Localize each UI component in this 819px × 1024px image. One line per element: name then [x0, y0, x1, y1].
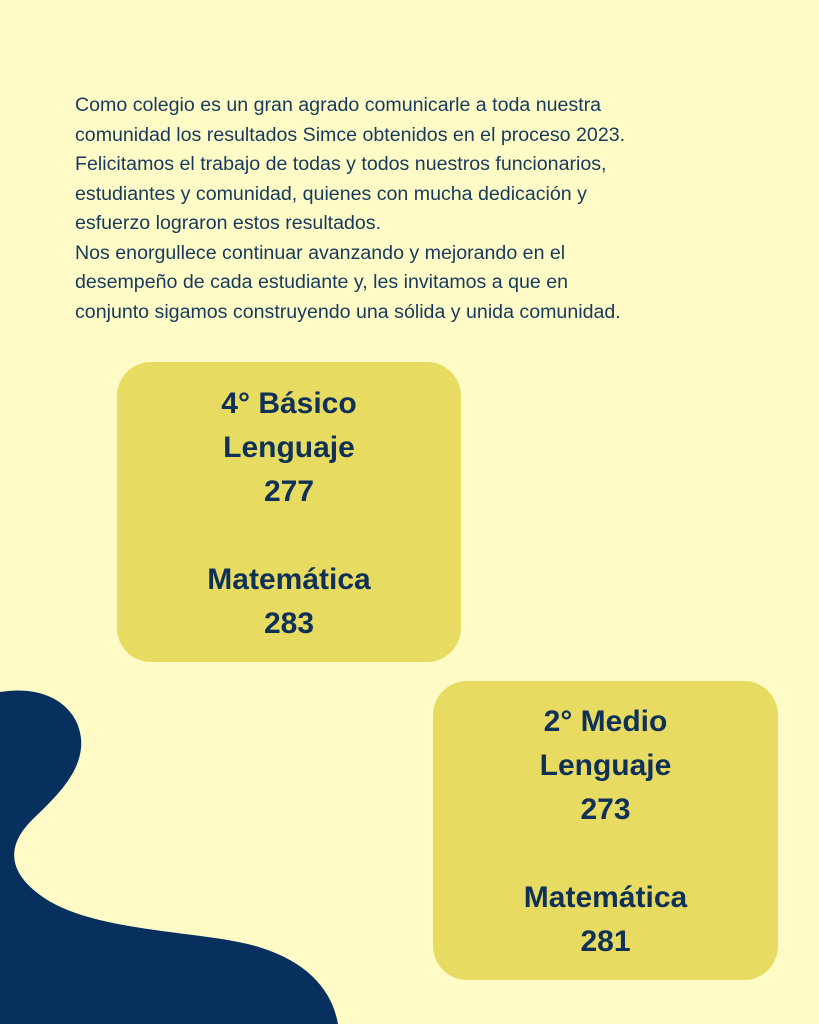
card-subject-label: Lenguaje	[223, 431, 355, 464]
card-spacer	[117, 514, 461, 558]
intro-line: esfuerzo lograron estos resultados.	[75, 212, 382, 234]
card-spacer	[433, 832, 778, 876]
results-card-4-basico	[117, 362, 461, 662]
card-score: 281	[580, 925, 631, 958]
card-score: 273	[580, 793, 631, 826]
card-subject-label: Matemática	[207, 563, 371, 596]
card-level-title: 4° Básico	[221, 387, 357, 420]
intro-line: comunidad los resultados Simce obtenidos en el proceso 2023.	[75, 123, 626, 146]
intro-line: Felicitamos el trabajo de todas y todos nuestros funcionarios,	[75, 153, 607, 175]
card-score: 283	[263, 607, 315, 640]
intro-line: estudiantes y comunidad, quienes con mucha dedicación y	[75, 182, 587, 205]
intro-text	[75, 91, 745, 327]
intro-line: conjunto sigamos construyendo una sólida y unida comunidad.	[75, 300, 621, 323]
card-level-title: 2° Medio	[543, 705, 668, 738]
intro-line: Nos enorgullece continuar avanzando y mejorando en el	[75, 241, 566, 264]
results-card-2-medio	[433, 681, 778, 980]
card-score: 277	[263, 475, 315, 508]
intro-line: Como colegio es un gran agrado comunicarle a toda nuestra	[75, 94, 602, 116]
card-subject-label: Lenguaje	[539, 749, 672, 782]
card-subject-label: Matemática	[523, 881, 688, 914]
intro-line: desempeño de cada estudiante y, les invitamos a que en	[75, 271, 569, 293]
